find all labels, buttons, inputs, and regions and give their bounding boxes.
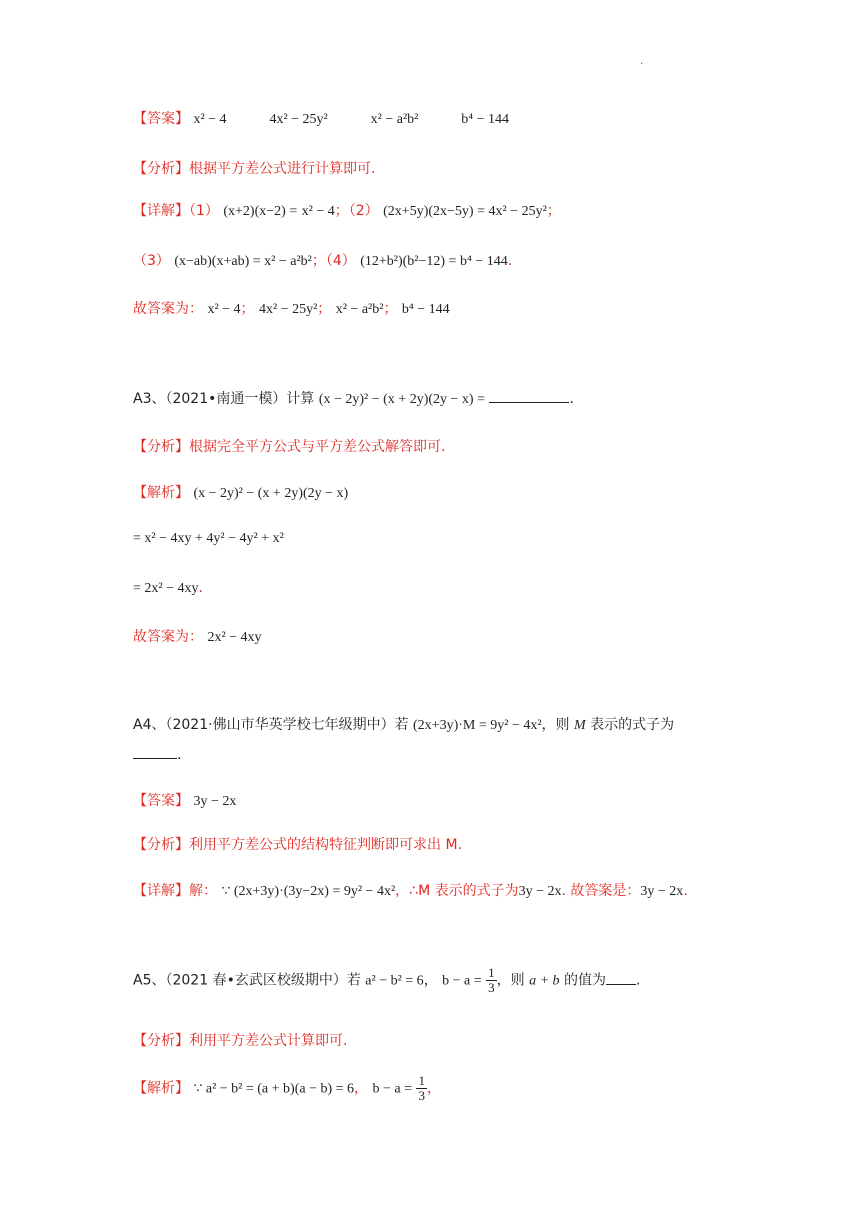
final-item-4: b⁴ − 144 bbox=[401, 302, 450, 317]
a3-step-2 bbox=[133, 580, 203, 597]
so-answer-label: 故答案为： bbox=[133, 629, 203, 645]
answer-item-2: 4x² − 25y² bbox=[269, 112, 328, 127]
part-3-label: （3） bbox=[133, 253, 170, 269]
answer-line-a4 bbox=[133, 790, 236, 810]
a5-mid: ，则 bbox=[496, 972, 525, 989]
solve-line-a5 bbox=[133, 1074, 441, 1103]
analysis-line-a5 bbox=[133, 1030, 347, 1050]
detail-line-2 bbox=[133, 250, 512, 270]
a5-expr3: a + b bbox=[529, 973, 560, 989]
a5-analysis-text: 利用平方差公式计算即可. bbox=[189, 1033, 348, 1049]
a4-detail-val: 3y − 2x bbox=[518, 884, 562, 899]
a4-expr: (2x+3y)·M = 9y² − 4x² bbox=[413, 718, 542, 733]
a3-step2-expr: = 2x² − 4xy bbox=[133, 581, 199, 596]
a4-analysis-text: 利用平方差公式的结构特征判断即可求出 M. bbox=[189, 837, 462, 853]
question-a4 bbox=[133, 714, 674, 734]
a3-prefix: A3、（2021•南通一模）计算 bbox=[133, 391, 315, 407]
analysis-label: 【分析】 bbox=[133, 1033, 189, 1049]
answer-line bbox=[133, 108, 509, 128]
fraction-one-third: $\frac{1}{3}$ bbox=[418, 1073, 425, 1103]
part-1-expr: (x+2)(x−2) = bbox=[223, 204, 298, 219]
a4-detail-end: . bbox=[683, 883, 688, 899]
a4-prefix: A4、（2021·佛山市华英学校七年级期中）若 bbox=[133, 717, 409, 733]
detail-line-a4 bbox=[133, 880, 688, 900]
part-2-expr: (2x+5y)(2x−5y) = 4x² − 25y² bbox=[383, 204, 547, 219]
a4-m: M bbox=[573, 718, 586, 733]
a4-detail-mid2: . 故答案是： bbox=[561, 883, 641, 899]
a4-suffix: 表示的式子为 bbox=[590, 717, 675, 733]
end-mark: . bbox=[507, 253, 513, 269]
a5-solve-comma: ， bbox=[354, 1080, 369, 1097]
a4-detail-mid: ，∴M 表示的式子为 bbox=[395, 883, 519, 899]
part-3-expr: (x−ab)(x+ab) = x² − a²b² bbox=[174, 254, 312, 269]
answer-item-1: x² − 4 bbox=[193, 112, 227, 127]
a3-step2-end: . bbox=[198, 580, 203, 596]
solve-line-a3 bbox=[133, 482, 348, 502]
separator: ； bbox=[546, 203, 561, 219]
detail-label: 【详解】 bbox=[133, 203, 189, 219]
final-item-2: 4x² − 25y² bbox=[259, 302, 318, 317]
answer-item-4: b⁴ − 144 bbox=[461, 112, 510, 127]
final-answer-a3 bbox=[133, 626, 262, 646]
a4-detail-expr: ∵ (2x+3y)·(3y−2x) = 9y² − 4x² bbox=[221, 884, 396, 899]
separator: ； bbox=[334, 203, 349, 219]
question-a3 bbox=[133, 388, 574, 408]
final-sep: ； bbox=[240, 301, 255, 317]
part-4-expr: (12+b²)(b²−12) = b⁴ − 144 bbox=[360, 254, 508, 269]
a3-end: . bbox=[569, 391, 574, 407]
a3-analysis-text: 根据完全平方公式与平方差公式解答即可. bbox=[189, 439, 446, 455]
a5-end: . bbox=[635, 972, 641, 989]
page-dot: . bbox=[640, 56, 644, 67]
part-1-result: x² − 4 bbox=[301, 204, 335, 219]
solve-label: 【解析】 bbox=[133, 1080, 189, 1097]
a5-solve-end: ， bbox=[426, 1080, 441, 1097]
part-2-label: （2） bbox=[348, 203, 379, 219]
a4-end: . bbox=[177, 747, 182, 763]
answer-blank bbox=[489, 390, 569, 403]
part-4-label: （4） bbox=[325, 253, 356, 269]
a5-suffix: 的值为 bbox=[563, 972, 606, 989]
a4-mid: ，则 bbox=[541, 717, 570, 733]
part-1-label: （1） bbox=[189, 203, 219, 219]
solve-label: 【解析】 bbox=[133, 485, 189, 501]
a3-solve-expr: (x − 2y)² − (x + 2y)(2y − x) bbox=[193, 486, 349, 501]
a5-solve-expr1: ∵ a² − b² = (a + b)(a − b) = 6 bbox=[193, 1081, 355, 1097]
a5-expr1: a² − b² = 6 bbox=[365, 973, 424, 989]
a5-comma: ， bbox=[423, 972, 438, 989]
answer-blank bbox=[606, 972, 636, 985]
final-sep: ； bbox=[317, 301, 332, 317]
answer-item-3: x² − a²b² bbox=[370, 112, 419, 127]
answer-blank bbox=[133, 746, 177, 759]
separator: ； bbox=[311, 253, 326, 269]
a3-step1-expr: = x² − 4xy + 4y² − 4y² + x² bbox=[133, 531, 284, 546]
analysis-line-1 bbox=[133, 158, 375, 178]
so-answer-label: 故答案为： bbox=[133, 301, 203, 317]
analysis-text: 根据平方差公式进行计算即可. bbox=[189, 161, 376, 177]
analysis-label: 【分析】 bbox=[133, 837, 189, 853]
analysis-label: 【分析】 bbox=[133, 161, 189, 177]
final-answer-line-1 bbox=[133, 298, 450, 318]
a4-detail-val2: 3y − 2x bbox=[640, 884, 684, 899]
analysis-line-a3 bbox=[133, 436, 445, 456]
detail-line-1 bbox=[133, 200, 561, 220]
final-item-1: x² − 4 bbox=[207, 302, 241, 317]
a5-prefix: A5、（2021 春•玄武区校级期中）若 bbox=[133, 972, 361, 989]
fraction-one-third: $\frac{1}{3}$ bbox=[488, 965, 495, 995]
a4-answer: 3y − 2x bbox=[193, 794, 237, 809]
analysis-label: 【分析】 bbox=[133, 439, 189, 455]
a5-solve-expr2: b − a = bbox=[372, 1081, 412, 1097]
answer-label: 【答案】 bbox=[133, 793, 189, 809]
question-a4-line2 bbox=[133, 746, 181, 763]
a3-step-1 bbox=[133, 530, 284, 547]
detail-label: 【详解】解： bbox=[133, 883, 217, 899]
analysis-line-a4 bbox=[133, 834, 462, 854]
a5-expr2: b − a = bbox=[442, 973, 482, 989]
final-item-3: x² − a²b² bbox=[335, 302, 384, 317]
a3-final: 2x² − 4xy bbox=[207, 630, 262, 645]
a3-expr: (x − 2y)² − (x + 2y)(2y − x) = bbox=[318, 392, 485, 407]
final-sep: ； bbox=[383, 301, 398, 317]
answer-label: 【答案】 bbox=[133, 111, 189, 127]
question-a5 bbox=[133, 966, 640, 995]
